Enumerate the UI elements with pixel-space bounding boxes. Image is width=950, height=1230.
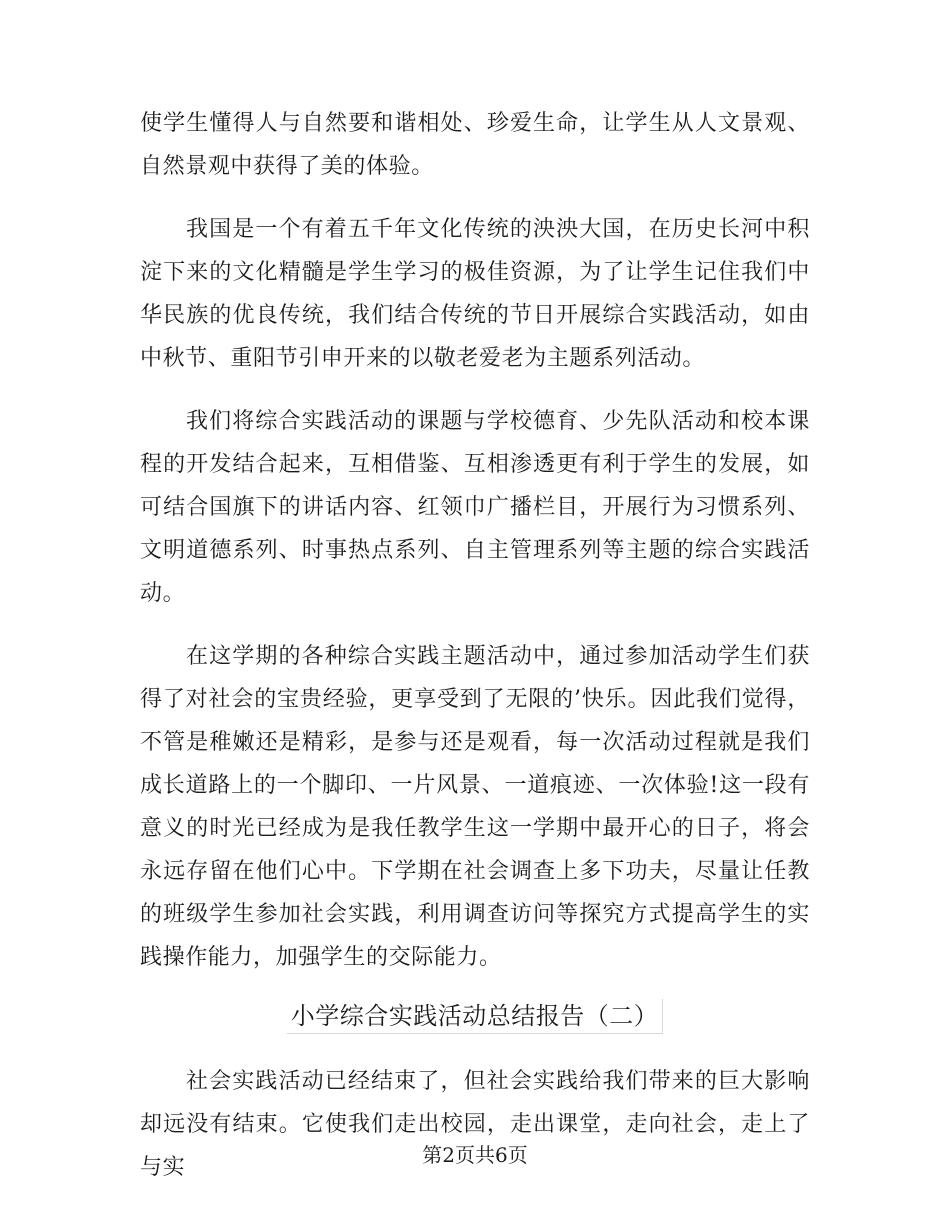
paragraph-1: 使学生懂得人与自然要和谐相处、珍爱生命，让学生从人文景观、自然景观中获得了美的体验。 (140, 111, 810, 179)
paragraph-2: 我国是一个有着五千年文化传统的泱泱大国，在历史长河中积淀下来的文化精髓是学生学习的极佳资源，为了让学生记住我们中华民族的优良传统，我们结合传统的节日开展综合实践活动，如由中秋节、重阳节引申开来的以敬老爱老为主题系列活动。 (140, 217, 810, 371)
section-heading-container (140, 999, 810, 1034)
paragraph-4: 在这学期的各种综合实践主题活动中，通过参加活动学生们获得了对社会的宝贵经验，更享受到了无限的’快乐。因此我们觉得，不管是稚嫩还是精彩，是参与还是观看，每一次活动过程就是我们成长道路上的一个脚印、一片风景、一道痕迹、一次体验!这一段有意义的时光已经成为是我任教学生这一学期中最开心的日子，将会永远存留在他们心中。下学期在社会调查上多下功夫，尽量让任教的班级学生参加社会实践，利用调查访问等探究方式提高学生的实践操作能力，加强学生的交际能力。 (140, 644, 810, 970)
section-title: 小学综合实践活动总结报告（二） (287, 999, 664, 1034)
document-body (140, 102, 810, 1209)
section-paragraph-1: 社会实践活动已经结束了，但社会实践给我们带来的巨大影响却远没有结束。它使我们走出校园，走出课堂，走向社会，走上了与实 (140, 1069, 810, 1180)
paragraph-3: 我们将综合实践活动的课题与学校德育、少先队活动和校本课程的开发结合起来，互相借鉴、互相渗透更有利于学生的发展，如可结合国旗下的讲话内容、红领巾广播栏目，开展行为习惯系列、文明道德系列、时事热点系列、自主管理系列等主题的综合实践活动。 (140, 409, 810, 606)
page-number-footer: 第2页共6页 (422, 1143, 528, 1167)
